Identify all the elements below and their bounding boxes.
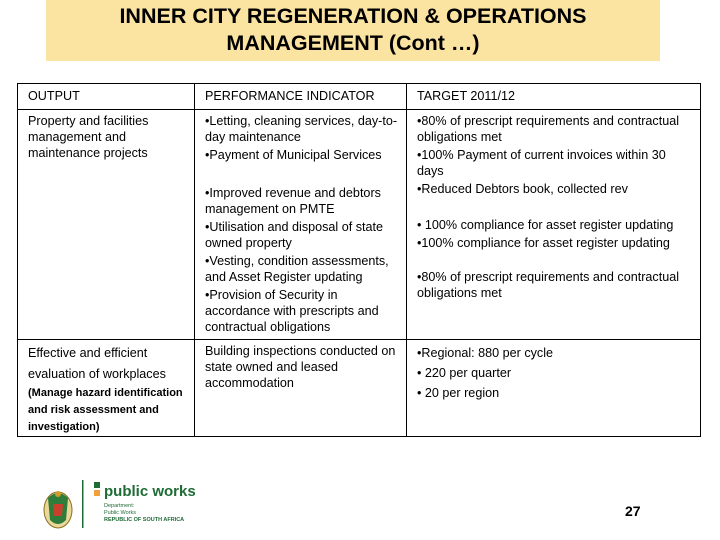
indicator-item: •Payment of Municipal Services [205,148,382,162]
table-header-row [18,84,701,110]
output-text: Effective and efficient evaluation of workplaces [28,346,166,381]
logo-text: public works [104,483,196,500]
public-works-logo [18,476,208,532]
header-output: OUTPUT [18,84,195,110]
page-number: 27 [625,503,641,519]
target-item: •80% of prescript requirements and contractual obligations met [417,270,680,300]
title-line-1: INNER CITY REGENERATION & OPERATIONS [119,4,587,28]
target-item: • 20 per region [417,386,500,400]
target-item: •80% of prescript requirements and contractual obligations met [417,114,680,144]
target-item: •Reduced Debtors book, collected rev [417,182,628,196]
indicator-item: •Improved revenue and debtors management on PMTE [205,186,381,216]
header-performance-indicator: PERFORMANCE INDICATOR [195,84,407,110]
target-item: •Regional: 880 per cycle [417,346,554,360]
row1-output [18,110,195,340]
target-item: • 220 per quarter [417,366,512,380]
logo-sub-1: Department: [104,503,135,509]
indicator-item: •Letting, cleaning services, day-to-day maintenance [205,114,398,144]
slide-title [46,3,660,57]
table-row [18,340,701,437]
logo-sub-2: Public Works [104,510,136,516]
output-note: (Manage hazard identification and risk assessment and investigation) [28,387,183,433]
output-text: Property and facilities management and maintenance projects [28,114,149,160]
row2-indicator [195,340,407,437]
table-row [18,110,701,340]
title-line-2: MANAGEMENT (Cont …) [226,31,480,55]
row2-output [18,340,195,437]
logo-sub-3: REPUBLIC OF SOUTH AFRICA [104,517,185,523]
indicator-item: •Utilisation and disposal of state owned property [205,220,384,250]
performance-table [17,83,701,437]
target-item: •100% Payment of current invoices within 30 days [417,148,666,178]
indicator-text: Building inspections conducted on state owned and leased accommodation [205,344,396,390]
indicator-item: •Vesting, condition assessments, and Asset Register updating [205,254,389,284]
row2-targets [407,340,701,437]
coat-of-arms-icon [44,491,72,528]
target-item: •100% compliance for asset register updating [417,236,670,250]
target-item: • 100% compliance for asset register updating [417,218,674,232]
row1-targets [407,110,701,340]
indicator-item: •Provision of Security in accordance with prescripts and contractual obligations [205,288,379,334]
row1-indicators [195,110,407,340]
header-target: TARGET 2011/12 [407,84,701,110]
